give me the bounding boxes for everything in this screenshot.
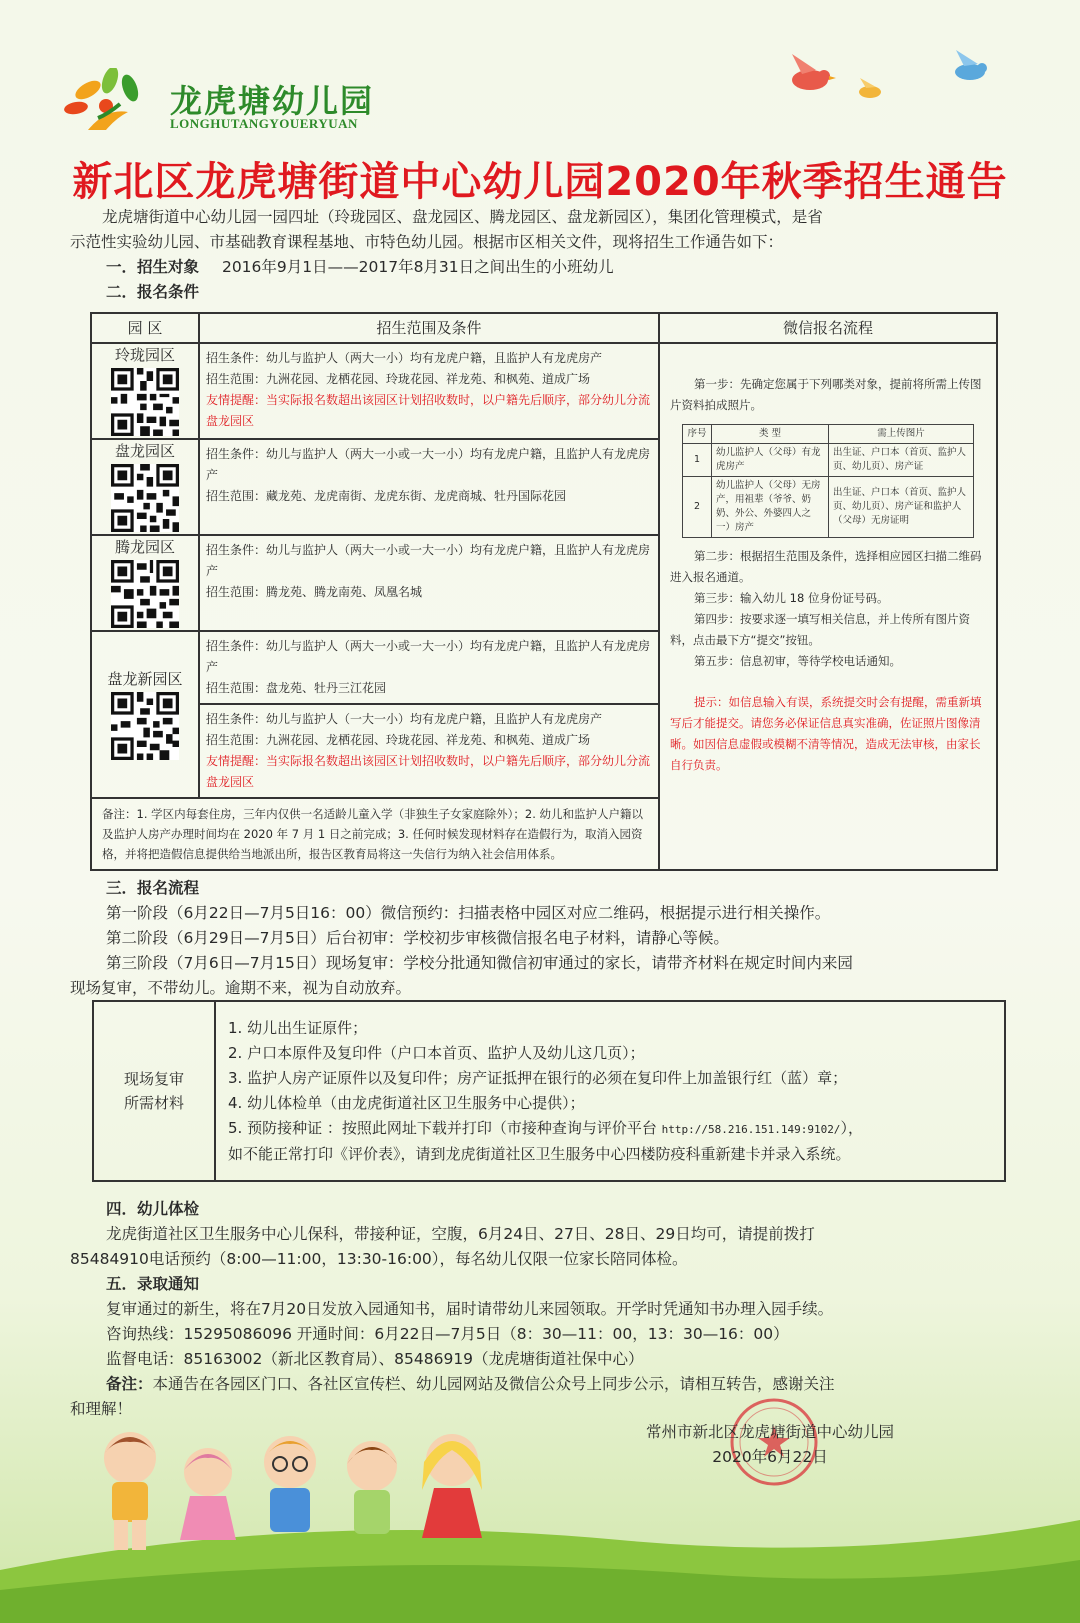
qr-code-icon[interactable]	[111, 368, 179, 436]
inner-row-type: 幼儿监护人（父母）有龙虎房产	[712, 444, 829, 477]
stage-text: 现场复审：学校分批通知微信初审通过的家长，请带齐材料在规定时间内来园	[325, 954, 853, 972]
stage-1	[70, 901, 1030, 926]
range-text: 招生范围：腾龙苑、腾龙南苑、凤凰名城	[206, 585, 423, 599]
tip-body: 当实际报名数超出该园区计划招收数时，以户籍先后顺序，部分幼儿分流盘龙园区	[206, 393, 651, 428]
stage-label: 第三阶段（7月6日—7月15日）	[106, 954, 326, 972]
condition-text: 招生条件：幼儿与监护人（一大一小）均有龙虎户籍，且监护人有龙虎房产	[206, 712, 603, 726]
condition-text: 招生条件：幼儿与监护人（两大一小）均有龙虎户籍，且监护人有龙虎房产	[206, 351, 603, 365]
campus-panlong-new-conditions	[199, 631, 659, 798]
hotline-text: 咨询热线：15295086096 开通时间：6月22日—7月5日（8：30—11：00，13：30—16：00）	[106, 1325, 789, 1343]
page-title: 新北区龙虎塘街道中心幼儿园2020年秋季招生通告	[72, 159, 1008, 205]
intro-line-1: 龙虎塘街道中心幼儿园一园四址（玲珑园区、盘龙园区、腾龙园区、盘龙新园区），集团化管理模式，是省	[102, 208, 823, 226]
child-girl-1-icon	[180, 1448, 236, 1540]
campus-panlong	[91, 439, 199, 535]
stage-text: 后台初审：学校初步审核微信报名电子材料，请静心等候。	[325, 929, 729, 947]
material-item-5	[228, 1116, 992, 1142]
wechat-step-2: 第二步：根据招生范围及条件，选择相应园区扫描二维码进入报名通道。	[670, 549, 982, 584]
range-text: 招生范围：盘龙苑、牡丹三江花园	[206, 681, 387, 695]
condition-text: 招生条件：幼儿与监护人（两大一小或一大一小）均有龙虎户籍，且监护人有龙虎房产	[206, 543, 651, 578]
logo-pinyin: LONGHUTANGYOUERYUAN	[170, 116, 358, 131]
material-item: 4. 幼儿体检单（由龙虎街道社区卫生服务中心提供）；	[228, 1093, 585, 1112]
section3	[70, 876, 1030, 1001]
wechat-step-4: 第四步：按要求逐一填写相关信息，并上传所有图片资料，点击最下方“提交”按钮。	[670, 612, 970, 647]
qr-code-icon[interactable]	[111, 560, 179, 628]
condition-text: 招生条件：幼儿与监护人（两大一小或一大一小）均有龙虎户籍，且监护人有龙虎房产	[206, 447, 651, 482]
red-bird-icon	[792, 54, 836, 90]
tip-text	[206, 751, 652, 793]
panlong-new-group-1	[200, 632, 658, 705]
inner-header-no: 序号	[683, 425, 712, 444]
campus-linglong	[91, 343, 199, 439]
material-item: 1. 幼儿出生证原件；	[228, 1018, 368, 1037]
blue-bird-icon	[955, 50, 987, 80]
range-text: 招生范围：藏龙苑、龙虎南街、龙虎东街、龙虎商城、牡丹国际花园	[206, 489, 567, 503]
section1-text: 2016年9月1日——2017年8月31日之间出生的小班幼儿	[221, 258, 614, 276]
campus-panlong-conditions	[199, 439, 659, 535]
section4-line-2: 85484910电话预约（8:00—11:00，13:30-16:00），每名幼儿仅限一位家长陪同体检。	[70, 1250, 688, 1268]
section4-line-1: 龙虎街道社区卫生服务中心儿保科，带接种证，空腹，6月24日、27日、28日、29日均可，请提前拨打	[106, 1225, 815, 1243]
materials-label-line-1: 现场复审	[123, 1070, 184, 1088]
inner-row-docs: 出生证、户口本（首页、监护人页、幼儿页）、房产证和监护人（父母）无房证明	[829, 477, 974, 538]
section5-line-1: 复审通过的新生，将在7月20日发放入园通知书，届时请带幼儿来园领取。开学时凭通知书办理入园手续。	[106, 1300, 834, 1318]
condition-text: 招生条件：幼儿与监护人（两大一小或一大一小）均有龙虎户籍，且监护人有龙虎房产	[206, 639, 651, 674]
yellow-bird-icon	[859, 78, 881, 98]
section1-heading: 一．招生对象	[106, 258, 200, 276]
table-note: 备注：1. 学区内每套住房，三年内仅供一名适龄儿童入学（非独生子女家庭除外）；2. 幼儿和监护人户籍以及监护人房产办理时间均在 2020 年 7 月 1 日之前完成；3. 任何时候发现材料存在造假行为，取消入园资格，并将把造假信息提供给当地派出所，报告区教育局将这一失信行为纳入社会信用体系。	[91, 798, 659, 870]
supervise-text: 监督电话：85163002（新北区教育局）、85486919（龙虎塘街道社保中心）	[106, 1350, 644, 1368]
section3-heading: 三．报名流程	[106, 879, 200, 897]
child-boy-glasses-icon	[264, 1436, 316, 1532]
inner-row-type: 幼儿监护人（父母）无房产，用祖辈（爷爷、奶奶、外公、外婆四人之一）房产	[712, 477, 829, 538]
qr-code-icon[interactable]	[111, 464, 179, 532]
stage-label: 第一阶段（6月22日—7月5日16：00）	[106, 904, 381, 922]
wechat-step-3: 第三步：输入幼儿 18 位身份证号码。	[694, 591, 889, 605]
stage-3	[70, 951, 1030, 976]
section4-5	[70, 1197, 1030, 1422]
materials-table	[92, 1000, 1006, 1182]
vaccine-url-link[interactable]: http://58.216.151.149:9102/	[661, 1122, 841, 1136]
logo-name: 龙虎塘幼儿园	[170, 82, 375, 120]
inner-row-no: 1	[683, 444, 712, 477]
section5-heading: 五．录取通知	[106, 1275, 200, 1293]
stage-label: 第二阶段（6月29日—7月5日）	[106, 929, 326, 947]
campus-name: 玲珑园区	[114, 346, 175, 364]
materials-list	[215, 1001, 1005, 1181]
range-text: 招生范围：九洲花园、龙栖花园、玲珑花园、祥龙苑、和枫苑、道成广场	[206, 372, 591, 386]
material-item: 3. 监护人房产证原件以及复印件；房产证抵押在银行的必须在复印件上加盖银行红（蓝）章；	[228, 1068, 848, 1087]
child-girl-2-icon	[347, 1441, 397, 1534]
campus-tenglong	[91, 535, 199, 631]
qr-code-icon[interactable]	[111, 692, 179, 760]
signature-date: 2020年6月22日	[712, 1448, 828, 1466]
campus-name: 盘龙新园区	[107, 669, 183, 688]
children-illustration	[90, 1420, 510, 1570]
tip-label: 友情提醒：	[206, 393, 267, 407]
wechat-step-5: 第五步：信息初审，等待学校电话通知。	[694, 654, 901, 668]
materials-label-line-2: 所需材料	[123, 1094, 184, 1112]
col-header-campus: 园 区	[91, 313, 199, 343]
stage-2	[70, 926, 1030, 951]
enrollment-table	[90, 312, 998, 871]
campus-name: 腾龙园区	[114, 538, 175, 556]
birds-decoration	[780, 50, 1010, 110]
campus-name: 盘龙园区	[114, 442, 175, 460]
tip-label: 友情提醒：	[206, 754, 267, 768]
notice-note-label: 备注：	[106, 1375, 153, 1393]
wechat-warning: 提示：如信息输入有误，系统提交时会有提醒，需重新填写后才能提交。请您务必保证信息真实准确，佐证照片图像清晰。如因信息虚假或模糊不清等情况，造成无法审核，由家长自行负责。	[670, 695, 982, 772]
notice-note	[70, 1372, 1030, 1397]
intro-section	[70, 205, 1020, 305]
col-header-wechat: 微信报名流程	[659, 313, 997, 343]
stage-text: 微信预约：扫描表格中园区对应二维码，根据提示进行相关操作。	[380, 904, 831, 922]
col-header-conditions: 招生范围及条件	[199, 313, 659, 343]
section2-heading: 二．报名条件	[106, 283, 200, 301]
logo-leaf-icon	[58, 68, 168, 138]
section1	[70, 255, 1020, 280]
inner-header-docs: 需上传图片	[829, 425, 974, 444]
inner-row-docs: 出生证、户口本（首页、监护人页、幼儿页）、房产证	[829, 444, 974, 477]
signature-org: 常州市新北区龙虎塘街道中心幼儿园	[645, 1423, 894, 1441]
tip-text	[206, 390, 652, 432]
notice-note-end: 和理解！	[70, 1400, 133, 1418]
material-item-5-line-2: 如不能正常打印《评价表》，请到龙虎街道社区卫生服务中心四楼防疫科重新建卡并录入系统。	[228, 1144, 851, 1163]
notice-note-text: 本通告在各园区门口、各社区宣传栏、幼儿园网站及微信公众号上同步公示，请相互转告，感谢关注	[152, 1375, 835, 1393]
wechat-process-cell	[659, 343, 997, 870]
child-boy-1-icon	[104, 1432, 156, 1550]
materials-label	[93, 1001, 215, 1181]
intro-line-2: 示范性实验幼儿园、市基础教育课程基地、市特色幼儿园。根据市区相关文件，现将招生工作通告如下：	[70, 233, 784, 251]
upload-docs-table	[682, 424, 974, 538]
campus-tenglong-conditions	[199, 535, 659, 631]
range-text: 招生范围：九洲花园、龙栖花园、玲珑花园、祥龙苑、和枫苑、道成广场	[206, 733, 591, 747]
material-item-5-prefix: 5. 预防接种证 ：按照此网址下载并打印（市接种查询与评价平台	[228, 1118, 662, 1137]
campus-linglong-conditions	[199, 343, 659, 439]
wechat-step-1: 第一步：先确定您属于下列哪类对象，提前将所需上传图片资料拍成照片。	[670, 377, 982, 412]
material-item: 2. 户口本原件及复印件（户口本首页、监护人及幼儿这几页）；	[228, 1043, 645, 1062]
campus-panlong-new	[91, 631, 199, 798]
section4-heading: 四．幼儿体检	[106, 1200, 200, 1218]
stage-3-continued: 现场复审，不带幼儿。逾期不来，视为自动放弃。	[70, 979, 412, 997]
inner-header-type: 类 型	[712, 425, 829, 444]
panlong-new-group-2	[200, 705, 658, 797]
signature-block	[600, 1420, 940, 1470]
child-girl-3-icon	[422, 1434, 482, 1538]
inner-row-no: 2	[683, 477, 712, 538]
kindergarten-logo	[58, 68, 438, 138]
material-item-5-suffix: ），	[840, 1118, 863, 1137]
tip-body: 当实际报名数超出该园区计划招收数时，以户籍先后顺序，部分幼儿分流盘龙园区	[206, 754, 651, 789]
